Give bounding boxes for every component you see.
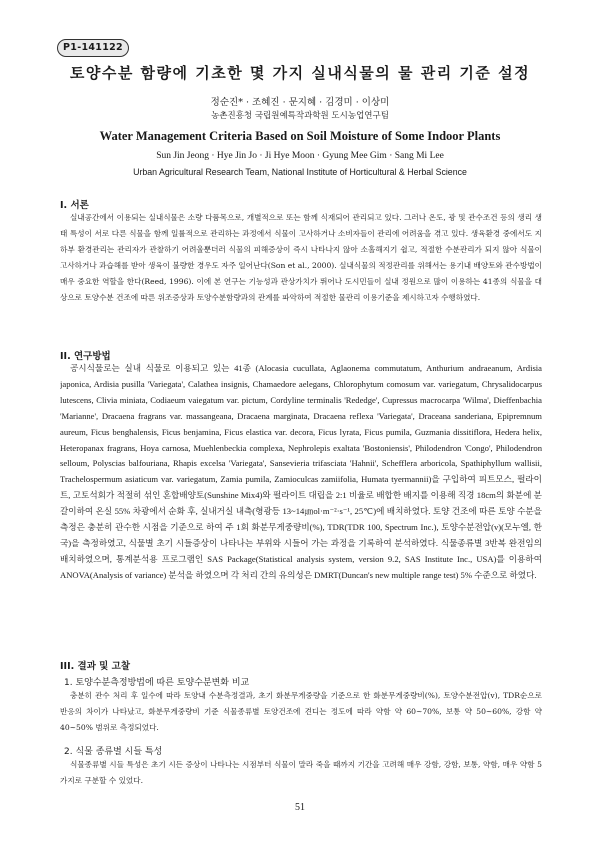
affiliation-korean: 농촌진흥청 국립원예특작과학원 도시농업연구팀	[211, 111, 389, 121]
page-number: 51	[295, 802, 305, 813]
methods-paragraph: 공시식물로는 실내 식물로 이용되고 있는 41종 (Alocasia cucullata, Aglaonema commutatum, Anthurium andraeanum, Ardisia japonica, Ardisia pusilla 'Variegata', Calathea insignis, Chamaedore aelegans, Chlorophytum comosum var. variegatum, Chrysalidocarpus lutescens, Clivia miniata, Codiaeum vaiegatum var. pictum, Cordyline terminalis 'Rededge', Cupressus macrocarpa 'Wilma', Dieffenbachia 'Marianne', Dracaena fragrans var. massangeana, Dracaena marginata, Dracaena reflexa 'Variegata', Draceana sanderiana, Epipremnum aureum, Ficus benghalensis, Ficus benjamina, Ficus elastica var. decora, Ficus lyrata, Ficus pumila, Guzmania dissitiflora, Hedera helix, Heteropanax fragrans, Hoya carnosa, Muehlenbeckia complexa, Nephrolepis exaltata 'Bostoniensis', Philodendron 'Congo', Philodendron selloum, Polyscias balfouriana, Rhapis excelsa 'Variegata', Sansevieria trifasciata 'Hahnii', Schefflera arboricola, Spathiphyllum wallisii, Trachelospermum asiaticum var. variegatum, Zamia pumila, Zamioculcas zamiifolia, Humata tyermannii)을 구입하여 피트모스, 펄라이트, 고토석회가 적절히 섞인 혼합배양토(Sunshine Mix4)와 펄라이트 대립을 2:1 비율로 배합한 배지를 이용해 직경 18cm의 화분에 분갈이하여 온실 55% 차광에서 순화 후, 실내거실 내측(형광등 13~14㎛ol·m⁻²·s⁻¹, 25℃)에 배치하였다. 토양 건조에 따른 토양 수분을 측정은 충분히 관수한 시점을 기준으로 하여 주 1회 화분무게중량비(%), TDR(TDR 100, Spectrum Inc.), 토양수분전압(v)(모누엘, 한국)을 측정하였고, 식물별 초기 시들증상이 나타나는 부위와 시들어 가는 과정을 기록하여 분석하였다. 식물종류별 3반복 완전임의 배치하였으며, 통계분석용 프로그램인 SAS Package(Statistical analysis system, version 9.2, SAS Institute Inc., USA)를 이용하여 ANOVA(Analysis of variance) 분석을 하였으며 각 처리 간의 유의성은 DMRT(Duncan's new multiple range test) 5% 수준으로 하였다.	[60, 363, 542, 580]
paper-id-badge: P1-141122	[57, 39, 129, 57]
authors-korean: 정순진* · 조혜진 · 문지혜 · 김경미 · 이상미	[210, 97, 390, 108]
affiliation-english: Urban Agricultural Research Team, National Institute of Horticultural & Herbal Science	[133, 167, 467, 177]
authors-english: Sun Jin Jeong · Hye Jin Jo · Ji Hye Moon · Gyung Mee Gim · Sang Mi Lee	[156, 151, 444, 161]
results-paragraph-soil-moisture: 충분히 관수 처리 후 일수에 따라 토양내 수분측정결과, 초기 화분무게중량을 기준으로 한 화분무게중량비(%), 토양수분전압(v), TDR순으로 반응의 차이가 나타났고, 화분무게중량비 기준 식물종류별 토양건조에 견디는 정도에 따라 약함 약 60~70%, 보통 약 50~60%, 강함 약 40~50% 범위로 측정되었다.	[60, 691, 542, 732]
title-korean: 토양수분 함량에 기초한 몇 가지 실내식물의 물 관리 기준 설정	[69, 64, 531, 82]
section-heading-results: III. 결과 및 고찰	[60, 661, 131, 672]
section-heading-methods: II. 연구방법	[60, 351, 111, 362]
title-english: Water Management Criteria Based on Soil Moisture of Some Indoor Plants	[99, 129, 501, 143]
subsection-heading-wilting: 2. 식물 종류별 시들 특성	[64, 747, 163, 757]
results-paragraph-wilting: 식물종류별 시들 특성은 초기 시든 증상이 나타나는 시점부터 식물이 말라 죽을 때까지 기간을 고려해 매우 강함, 강함, 보통, 약함, 매우 약함 5가지로 구분할 수 있었다.	[60, 760, 542, 785]
section-heading-intro: I. 서론	[60, 200, 89, 211]
intro-paragraph: 실내공간에서 이용되는 실내식물은 소량 다품목으로, 개별적으로 또는 함께 식재되어 관리되고 있다. 그러나 온도, 광 및 관수조건 등의 생리 생태 특성이 서로 다른 식물을 함께 일률적으로 관리하는 과정에서 식물이 고사하거나 소비자들이 관리에 어려움을 겪고 있다. 생육환경 중에서도 지하부 환경관리는 관리자가 관찰하기 어려울뿐더러 식물의 피해증상이 즉시 나타나지 않아 소홀해지기 쉽고, 적절한 수분관리가 되지 않아 식물이 고사하거나 과습해를 받아 생육이 불량한 경우도 자주 일어난다(Son et al., 2000). 실내식물의 적정관리를 위해서는 용기내 배양토와 관수방법이 매우 중요한 역할을 한다(Reed, 1996). 이에 본 연구는 기능성과 관상가치가 뛰어나 도시민들이 실내 정원으로 많이 이용하는 41종의 식물을 대상으로 토양수분 건조에 따른 위조증상과 토양수분함량과의 관계를 파악하여 적절한 물관리 이용기준을 제시하고자 수행하였다.	[60, 213, 542, 302]
subsection-heading-soil-moisture: 1. 토양수분측정방법에 따른 토양수분변화 비교	[64, 678, 250, 688]
